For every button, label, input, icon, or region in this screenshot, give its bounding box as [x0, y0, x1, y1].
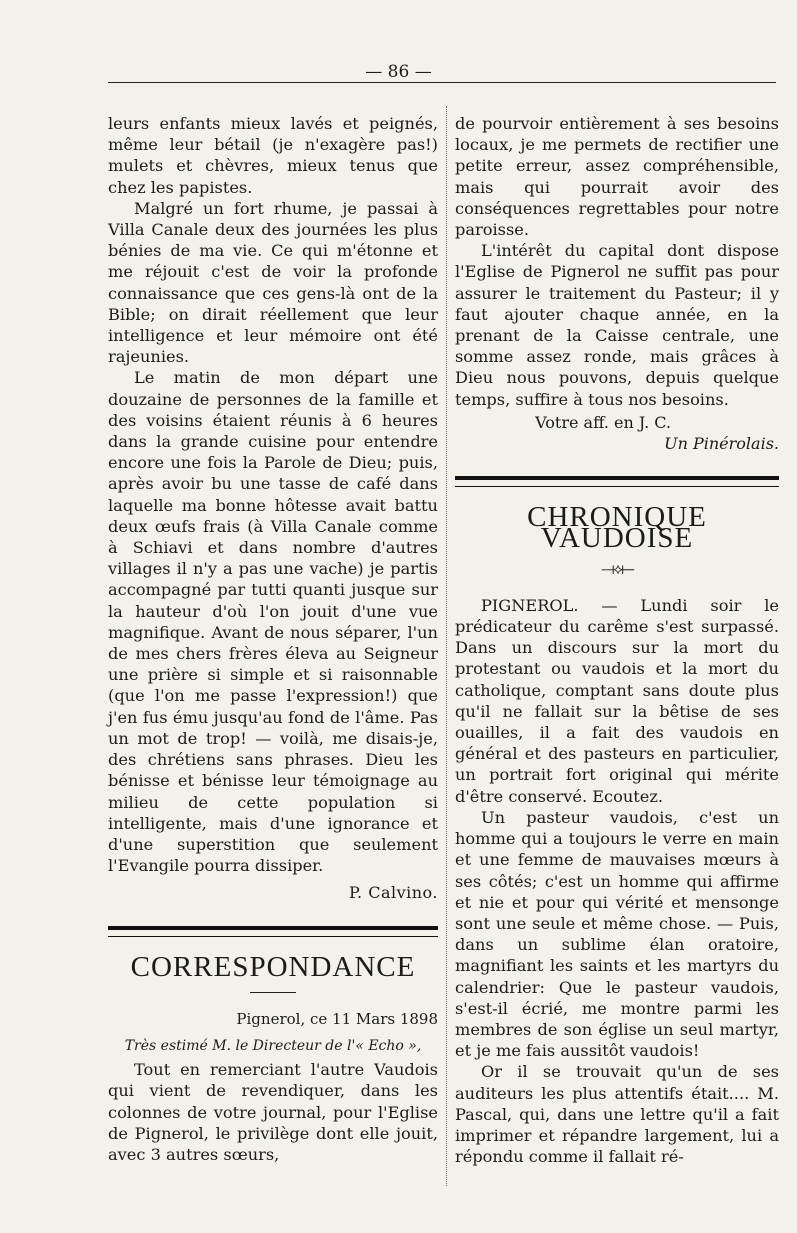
header-rule — [108, 82, 776, 83]
section-heading-chronique: CHRONIQUE VAUDOISE — [527, 501, 707, 555]
right-column — [455, 113, 779, 1167]
paragraph-rhume: Malgré un fort rhume, je passai à Villa Canale deux des journées les plus bénies de ma vie. Ce qui m'étonne et me réjouit c'est de voir la profonde connaissance que ces gens-là ont de la Bible; on dirait réellement que leur intelligence et leur mémoire ont été rajeunies. — [108, 198, 438, 367]
paragraph-pasteur: Un pasteur vaudois, c'est un homme qui a toujours le verre en main et une femme de mauvaises mœurs à ses côtés; c'est un homme qui affirme et nie et pour qui vérité et mensonge sont une seule et même chose. — Puis, dans un sublime élan oratoire, magnifiant les saints et les martyrs du calendrier: Que le pasteur vaudois, s'est-il écrié, me montre parmi les membres de son église un seul martyr, et je me fais aussitôt vaudois! — [455, 807, 779, 1061]
letter-closing: Votre aff. en J. C. — [535, 412, 671, 432]
column-divider — [446, 106, 447, 1186]
page-number: — 86 — — [365, 62, 432, 82]
paragraph-pignerol: PIGNEROL. — Lundi soir le prédicateur du carême s'est surpassé. Dans un discours sur la mort du protestant ou vaudois et la mort du catholique, comptant sans doute plus qu'il ne fallait sur la bêtise de ses ouailles, il a fait des vaudois en général et des pasteurs en particulier, un portrait fort original qui mérite d'être conservé. Ecoutez. — [455, 595, 779, 806]
paragraph-pourvoir: de pourvoir entièrement à ses besoins locaux, je me permets de rectifier une petite erreur, assez compréhensible, mais qui pourrait avoir des conséquences regrettables pour notre paroisse. — [455, 114, 779, 240]
paragraph-auditeurs: Or il se trouvait qu'un de ses auditeurs les plus attentifs était.... M. Pascal, qui, dans une lettre qu'il a fait imprimer et répandre largement, lui a répondu comme il fallait ré- — [455, 1062, 779, 1167]
section-divider — [455, 476, 779, 487]
section-divider — [108, 926, 438, 937]
letter-dateline: Pignerol, ce 11 Mars 1898 — [236, 1009, 438, 1028]
letter-pseudonym: Un Pinérolais. — [664, 434, 779, 454]
ornament-divider: ⟞⟡⟝ — [601, 558, 633, 578]
section-heading-correspondance: CORRESPONDANCE — [130, 950, 416, 983]
paragraph-depart: Le matin de mon départ une douzaine de personnes de la famille et des voisins étaient réunis à 6 heures dans la grande cuisine pour entendre encore une fois la Parole de Dieu; puis, après avoir bu une tasse de café dans laquelle ma bonne hôtesse avait battu deux œufs frais (à Villa Canale comme à Schiavi et dans nombre d'autres villages il n'y a pas une vache) je partis accompagné par tutti quanti jusque sur la hauteur d'où l'on jouit d'une vue magnifique. Avant de nous séparer, l'un de mes chers frères éleva au Seigneur une prière si simple et si raisonnable (que l'on me passe l'expression!) que j'en fus ému jusqu'au fond de l'âme. Pas un mot de trop! — voilà, me disais-je, des chrétiens sans phrases. Dieu les bénisse et bénisse leur témoignage au milieu de cette population si intelligente, mais d'une ignorance et d'une superstition que seulement l'Evangile pourra dissiper. — [108, 368, 438, 876]
heading-underline — [250, 992, 296, 993]
letter-paragraph: Tout en remerciant l'autre Vaudois qui vient de revendiquer, dans les colonnes de votre journal, pour l'Eglise de Pignerol, le privilège dont elle jouit, avec 3 autres sœurs, — [108, 1060, 438, 1164]
signature-calvino: P. Calvino. — [349, 883, 438, 903]
paragraph-continuation: leurs enfants mieux lavés et peignés, même leur bétail (je n'exagère pas!) mulets et chèvres, mieux tenus que chez les papistes. — [108, 114, 438, 197]
paragraph-interet: L'intérêt du capital dont dispose l'Eglise de Pignerol ne suffit pas pour assurer le traitement du Pasteur; il y faut ajouter chaque année, en la prenant de la Caisse centrale, une somme assez ronde, mais grâces à Dieu nous pouvons, depuis quelque temps, suffire à tous nos besoins. — [455, 241, 779, 409]
left-column — [108, 113, 438, 1165]
letter-salutation: Très estimé M. le Directeur de l'« Echo », — [124, 1037, 422, 1054]
